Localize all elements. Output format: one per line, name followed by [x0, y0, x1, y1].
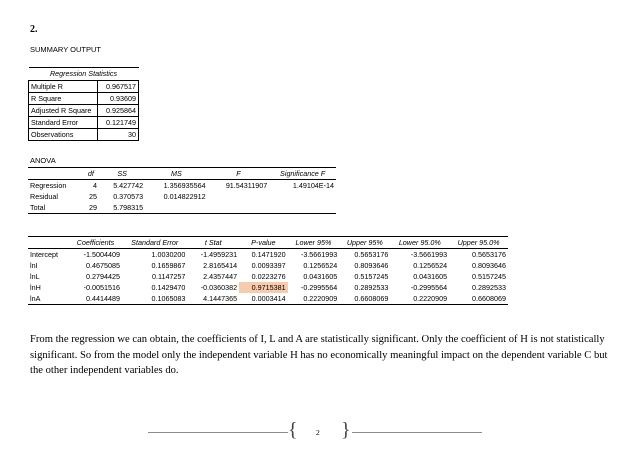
table-cell: 0.0223276: [251, 271, 286, 281]
table-cell: -3.5661993: [300, 249, 338, 259]
table-row: [28, 271, 508, 282]
column-header: Coefficients: [69, 237, 122, 249]
table-cell: 1.0030200: [151, 249, 186, 259]
row-label: lnI: [30, 260, 38, 270]
table-cell: 0.1471920: [251, 249, 286, 259]
table-cell: -3.5661993: [410, 249, 448, 259]
column-header: Upper 95%: [339, 237, 390, 249]
table-row: [28, 202, 336, 214]
table-cell: 1.356935564: [163, 180, 206, 190]
row-label: Intercept: [30, 249, 58, 259]
table-cell: -0.0051516: [83, 282, 121, 292]
table-cell: -1.5004409: [83, 249, 121, 259]
table-cell: 0.1659867: [151, 260, 186, 270]
column-header: Standard Error: [122, 237, 187, 249]
row-label: Residual: [30, 191, 58, 201]
table-cell: 0.1065083: [122, 293, 187, 305]
table-cell: 2.8165414: [203, 260, 238, 270]
row-label: lnA: [28, 293, 69, 305]
anova-table: [28, 167, 336, 214]
table-cell: [269, 202, 336, 214]
table-cell: [145, 202, 207, 214]
table-cell: -0.2995564: [410, 282, 448, 292]
column-header: MS: [145, 168, 207, 180]
summary-output-title: SUMMARY OUTPUT: [30, 45, 101, 54]
footer-rule-left: [148, 432, 288, 433]
table-row: [29, 129, 139, 141]
regression-statistics-table: [28, 67, 139, 141]
table-row: [28, 282, 508, 293]
table-cell: 1.49104E-14: [292, 180, 334, 190]
anova-title: ANOVA: [30, 156, 56, 165]
stat-value: 0.93609: [98, 93, 139, 105]
table-cell: 0.1256524: [413, 260, 448, 270]
row-label: Regression: [30, 180, 67, 190]
table-row: [29, 105, 139, 117]
table-cell: [269, 191, 336, 202]
table-row: [28, 180, 336, 192]
column-header: F: [208, 168, 270, 180]
stat-value: 0.925864: [98, 105, 139, 117]
stat-label: Standard Error: [29, 117, 98, 129]
conclusion-paragraph: From the regression we can obtain, the coefficients of I, L and A are statistically significant. Only the coefficient of H is not statistically significant. So from the model only the independent variable H has no economically meaningful impact on the dependent variable C but the other independent variables do.: [30, 334, 608, 376]
column-header: P-value: [239, 237, 288, 249]
table-row: [28, 191, 336, 202]
regression-statistics-title: Regression Statistics: [29, 68, 139, 81]
question-number: 2.: [30, 24, 38, 35]
table-cell: 0.4675085: [86, 260, 121, 270]
table-cell: 0.1256524: [303, 260, 338, 270]
column-header: Upper 95.0%: [449, 237, 508, 249]
column-header: Lower 95.0%: [390, 237, 449, 249]
table-cell: 4.1447365: [187, 293, 239, 305]
stat-label: Adjusted R Square: [29, 105, 98, 117]
table-cell: 0.1429470: [151, 282, 186, 292]
table-cell: 4: [93, 180, 98, 190]
table-row: [29, 117, 139, 129]
table-cell: 0.2220909: [288, 293, 340, 305]
page-number: 2: [316, 428, 320, 437]
table-cell: 0.0093397: [251, 260, 286, 270]
table-cell: 0.8093646: [354, 260, 389, 270]
table-cell: 0.2892533: [354, 282, 389, 292]
table-cell: 5.427742: [113, 180, 144, 190]
row-label: lnL: [30, 271, 40, 281]
stat-value: 0.967517: [98, 81, 139, 93]
table-cell: 0.014822912: [163, 191, 206, 201]
table-row: [29, 81, 139, 93]
stat-value: 30: [98, 129, 139, 141]
table-cell: [208, 191, 270, 202]
table-cell: 2.4357447: [203, 271, 238, 281]
column-header: SS: [99, 168, 145, 180]
column-header: t Stat: [187, 237, 239, 249]
table-cell: 5.798315: [99, 202, 145, 214]
table-cell: 0.8093646: [472, 260, 506, 270]
table-cell: 0.0431605: [413, 271, 448, 281]
table-cell: 25: [89, 191, 98, 201]
table-cell: [208, 202, 270, 214]
stat-label: Multiple R: [29, 81, 98, 93]
footer-rule-right: [352, 432, 482, 433]
table-cell: 0.2794425: [86, 271, 121, 281]
table-cell: 0.5653176: [354, 249, 389, 259]
table-cell: 0.4414489: [69, 293, 122, 305]
column-header: Lower 95%: [288, 237, 340, 249]
table-cell: 0.1147257: [151, 271, 186, 281]
highlighted-p-value-cell: 0.9715381: [239, 282, 288, 293]
table-cell: 0.5157245: [354, 271, 389, 281]
table-cell: 0.5157245: [472, 271, 506, 281]
table-cell: 0.2892533: [472, 282, 506, 292]
table-row: [28, 293, 508, 305]
stat-label: Observations: [29, 129, 98, 141]
row-label: lnH: [30, 282, 41, 292]
table-cell: -1.4959231: [200, 249, 238, 259]
table-row: [28, 249, 508, 261]
table-cell: 0.2220909: [390, 293, 449, 305]
column-header: [28, 237, 69, 249]
table-cell: 0.5653176: [472, 249, 506, 259]
column-header: [28, 168, 83, 180]
table-row: [29, 93, 139, 105]
table-cell: 91.54311907: [225, 180, 268, 190]
table-cell: 0.0431605: [303, 271, 338, 281]
stat-label: R Square: [29, 93, 98, 105]
footer-bracket-right: }: [341, 419, 351, 441]
row-label: Total: [28, 202, 83, 214]
table-cell: -0.2995564: [300, 282, 338, 292]
stat-value: 0.121749: [98, 117, 139, 129]
column-header: df: [83, 168, 99, 180]
table-cell: 0.6608069: [339, 293, 390, 305]
table-cell: 0.0003414: [239, 293, 288, 305]
column-header: Significance F: [269, 168, 336, 180]
footer-bracket-left: {: [288, 419, 298, 441]
table-cell: 0.6608069: [449, 293, 508, 305]
table-cell: -0.0360382: [200, 282, 238, 292]
table-cell: 0.370573: [113, 191, 144, 201]
table-cell: 29: [83, 202, 99, 214]
coefficients-table: [28, 236, 508, 305]
table-row: [28, 260, 508, 271]
